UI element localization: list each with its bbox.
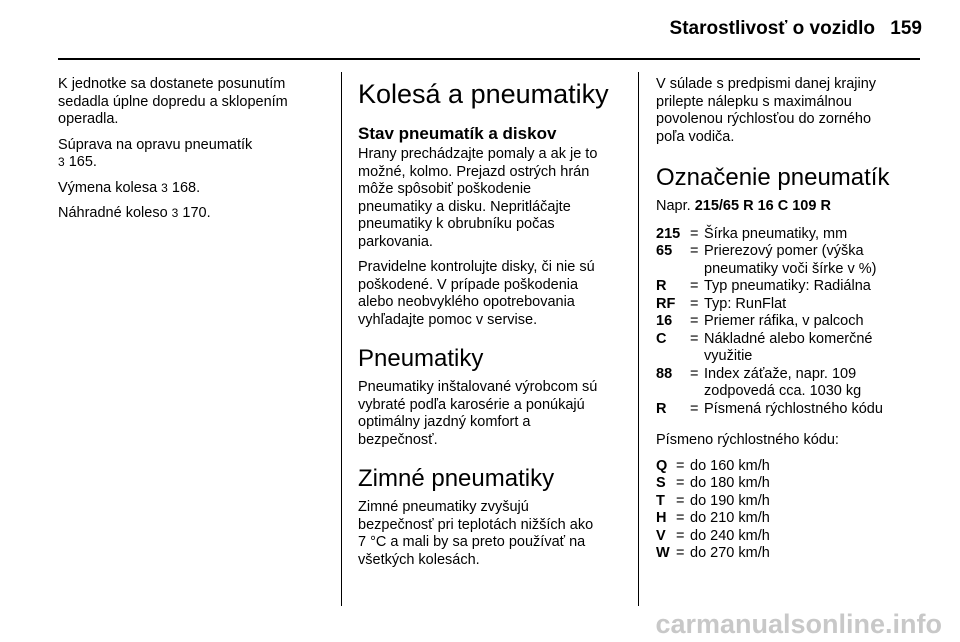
text-line: alebo neobvyklého opotrebovania	[358, 294, 575, 310]
text-line: Zimné pneumatiky zvyšujú	[358, 499, 529, 515]
definition-row	[656, 366, 926, 401]
definition-key: C	[656, 330, 667, 347]
definition-key: 88	[656, 365, 673, 382]
text-line: optimálny jazdný komfort a	[358, 414, 531, 430]
text-line: Prierezový pomer (výška	[704, 243, 864, 259]
equals-sign: =	[690, 400, 699, 417]
speed-code-value: do 240 km/h	[690, 527, 770, 544]
column-divider-2	[638, 72, 639, 606]
text-line: Súprava na opravu pneumatík	[58, 136, 253, 153]
definition-value	[704, 296, 926, 314]
text-line: pneumatiky a disku. Nepritláčajte	[358, 198, 571, 215]
definition-value	[704, 366, 926, 401]
equals-sign: =	[690, 278, 699, 294]
text-line: Typ pneumatiky: Radiálna	[704, 278, 871, 294]
equals-sign: =	[690, 295, 699, 312]
definition-row	[656, 296, 926, 314]
tyre-example	[656, 198, 926, 216]
text-line: Priemer ráfika, v palcoch	[704, 313, 864, 329]
page-reference-arrow-icon: 3	[58, 155, 65, 169]
text-line: pneumatiky k obrubníku počas	[358, 216, 555, 232]
text-wheel-change: Výmena kolesa	[58, 179, 158, 196]
page-reference[interactable]: 168.	[171, 179, 201, 196]
definition-row	[656, 226, 926, 244]
paragraph-winter-tyres	[358, 499, 628, 569]
paragraph-wheel-change	[58, 180, 328, 198]
equals-sign: =	[690, 243, 699, 259]
example-code: 215/65 R 16 C 109 R	[694, 198, 831, 214]
speed-code-row	[656, 493, 926, 511]
definition-row	[656, 243, 926, 278]
example-prefix: Napr.	[656, 198, 691, 214]
text-line: Šírka pneumatiky, mm	[704, 225, 848, 242]
definition-row	[656, 278, 926, 296]
paragraph-check-rims	[358, 259, 628, 329]
column-2	[358, 76, 628, 577]
column-divider-1	[341, 72, 342, 606]
speed-code-key: Q	[656, 457, 668, 474]
definition-row	[656, 331, 926, 366]
definition-key: R	[656, 400, 667, 417]
watermark: carmanualsonline.info	[655, 609, 942, 639]
speed-code-row	[656, 510, 926, 528]
section-heading-wheels-tyres: Kolesá a pneumatiky	[358, 79, 609, 109]
definition-key: 65	[656, 243, 673, 259]
paragraph-tyre-condition	[358, 146, 628, 251]
equals-sign: =	[676, 510, 685, 526]
paragraph-speed-sticker	[656, 76, 926, 146]
header-divider	[58, 58, 920, 60]
page-reference[interactable]: 170.	[182, 205, 211, 221]
text-line: všetkých kolesách.	[358, 551, 480, 568]
page-reference-arrow-icon: 3	[161, 180, 168, 195]
designation-definition-list	[656, 226, 926, 419]
definition-value	[704, 331, 926, 366]
speed-code-value: do 190 km/h	[690, 492, 770, 509]
text-line: povolenou rýchlosťou do zorného	[656, 111, 872, 127]
definition-key: RF	[656, 295, 676, 312]
text-line: zodpovedá cca. 1030 kg	[704, 383, 862, 399]
speed-code-key: W	[656, 545, 670, 561]
text-line: Pneumatiky inštalované výrobcom sú	[358, 379, 598, 395]
speed-code-value: do 160 km/h	[690, 457, 770, 474]
equals-sign: =	[676, 492, 685, 509]
definition-value	[704, 313, 926, 331]
text-line: Index záťaže, napr. 109	[704, 365, 857, 382]
speed-code-key: V	[656, 527, 666, 544]
speed-code-row	[656, 475, 926, 493]
heading-tyre-designation: Označenie pneumatík	[656, 164, 890, 191]
page-header-title: Starostlivosť o vozidlo	[669, 18, 875, 39]
speed-code-value: do 210 km/h	[690, 510, 770, 526]
speed-code-row	[656, 545, 926, 563]
text-line: Pravidelne kontrolujte disky, či nie sú	[358, 259, 595, 275]
text-line: Nákladné alebo komerčné	[704, 330, 873, 347]
text-line: možné, kolmo. Prejazd ostrých hrán	[358, 163, 590, 180]
page-reference-arrow-icon: 3	[171, 206, 179, 220]
definition-value	[704, 278, 926, 296]
equals-sign: =	[676, 457, 685, 474]
text-line: parkovania.	[358, 233, 433, 250]
page-number: 159	[890, 18, 922, 39]
definition-value	[704, 243, 926, 278]
speed-code-row	[656, 528, 926, 546]
equals-sign: =	[676, 475, 685, 491]
equals-sign: =	[690, 313, 699, 329]
heading-winter-tyres: Zimné pneumatiky	[358, 465, 555, 492]
text-line: Písmená rýchlostného kódu	[704, 400, 883, 417]
speed-code-row	[656, 458, 926, 476]
text-line: Typ: RunFlat	[704, 295, 787, 312]
speed-code-key: T	[656, 492, 665, 509]
definition-value	[704, 401, 926, 419]
text-line: Hrany prechádzajte pomaly a ak je to	[358, 146, 598, 162]
page-reference[interactable]: 165.	[68, 154, 97, 170]
text-line: prilepte nálepku s maximálnou	[656, 93, 852, 110]
text-line: bezpečnosť pri teplotách nižších ako	[358, 516, 594, 533]
equals-sign: =	[690, 365, 699, 382]
column-1	[58, 76, 328, 231]
text-line: vybraté podľa karosérie a ponúkajú	[358, 396, 585, 413]
text-line: vyhľadajte pomoc v servise.	[358, 311, 538, 328]
text-spare-wheel: Náhradné koleso	[58, 205, 168, 221]
equals-sign: =	[676, 545, 685, 561]
text-line: operadla.	[58, 111, 119, 127]
paragraph-tyres	[358, 379, 628, 449]
subheading-tyre-condition: Stav pneumatík a diskov	[358, 124, 557, 143]
text-line: poľa vodiča.	[656, 128, 735, 145]
speed-code-intro: Písmeno rýchlostného kódu:	[656, 432, 839, 448]
speed-code-list	[656, 458, 926, 563]
definition-key: R	[656, 278, 667, 294]
speed-code-value: do 180 km/h	[690, 475, 770, 491]
equals-sign: =	[690, 330, 699, 347]
paragraph-seat-access	[58, 76, 328, 129]
definition-row	[656, 313, 926, 331]
text-line: 7 °C a mali by sa preto používať na	[358, 534, 586, 550]
paragraph-repair-kit	[58, 137, 328, 172]
equals-sign: =	[690, 225, 699, 242]
speed-code-key: H	[656, 510, 667, 526]
equals-sign: =	[676, 527, 685, 544]
text-line: poškodené. V prípade poškodenia	[358, 276, 579, 293]
text-line: bezpečnosť.	[358, 431, 438, 448]
speed-code-key: S	[656, 475, 666, 491]
text-line: V súlade s predpismi danej krajiny	[656, 76, 877, 92]
definition-row	[656, 401, 926, 419]
heading-tyres: Pneumatiky	[358, 345, 484, 372]
speed-code-value: do 270 km/h	[690, 545, 770, 561]
definition-key: 16	[656, 313, 673, 329]
definition-value	[704, 226, 926, 244]
text-line: sedadla úplne dopredu a sklopením	[58, 93, 288, 110]
text-line: využitie	[704, 348, 753, 364]
text-line: môže spôsobiť poškodenie	[358, 181, 532, 197]
text-line: K jednotke sa dostanete posunutím	[58, 76, 286, 92]
definition-key: 215	[656, 225, 681, 242]
reference-line	[58, 154, 328, 172]
text-line: pneumatiky voči šírke v %)	[704, 260, 877, 277]
column-3	[656, 76, 926, 577]
paragraph-spare-wheel	[58, 205, 328, 223]
